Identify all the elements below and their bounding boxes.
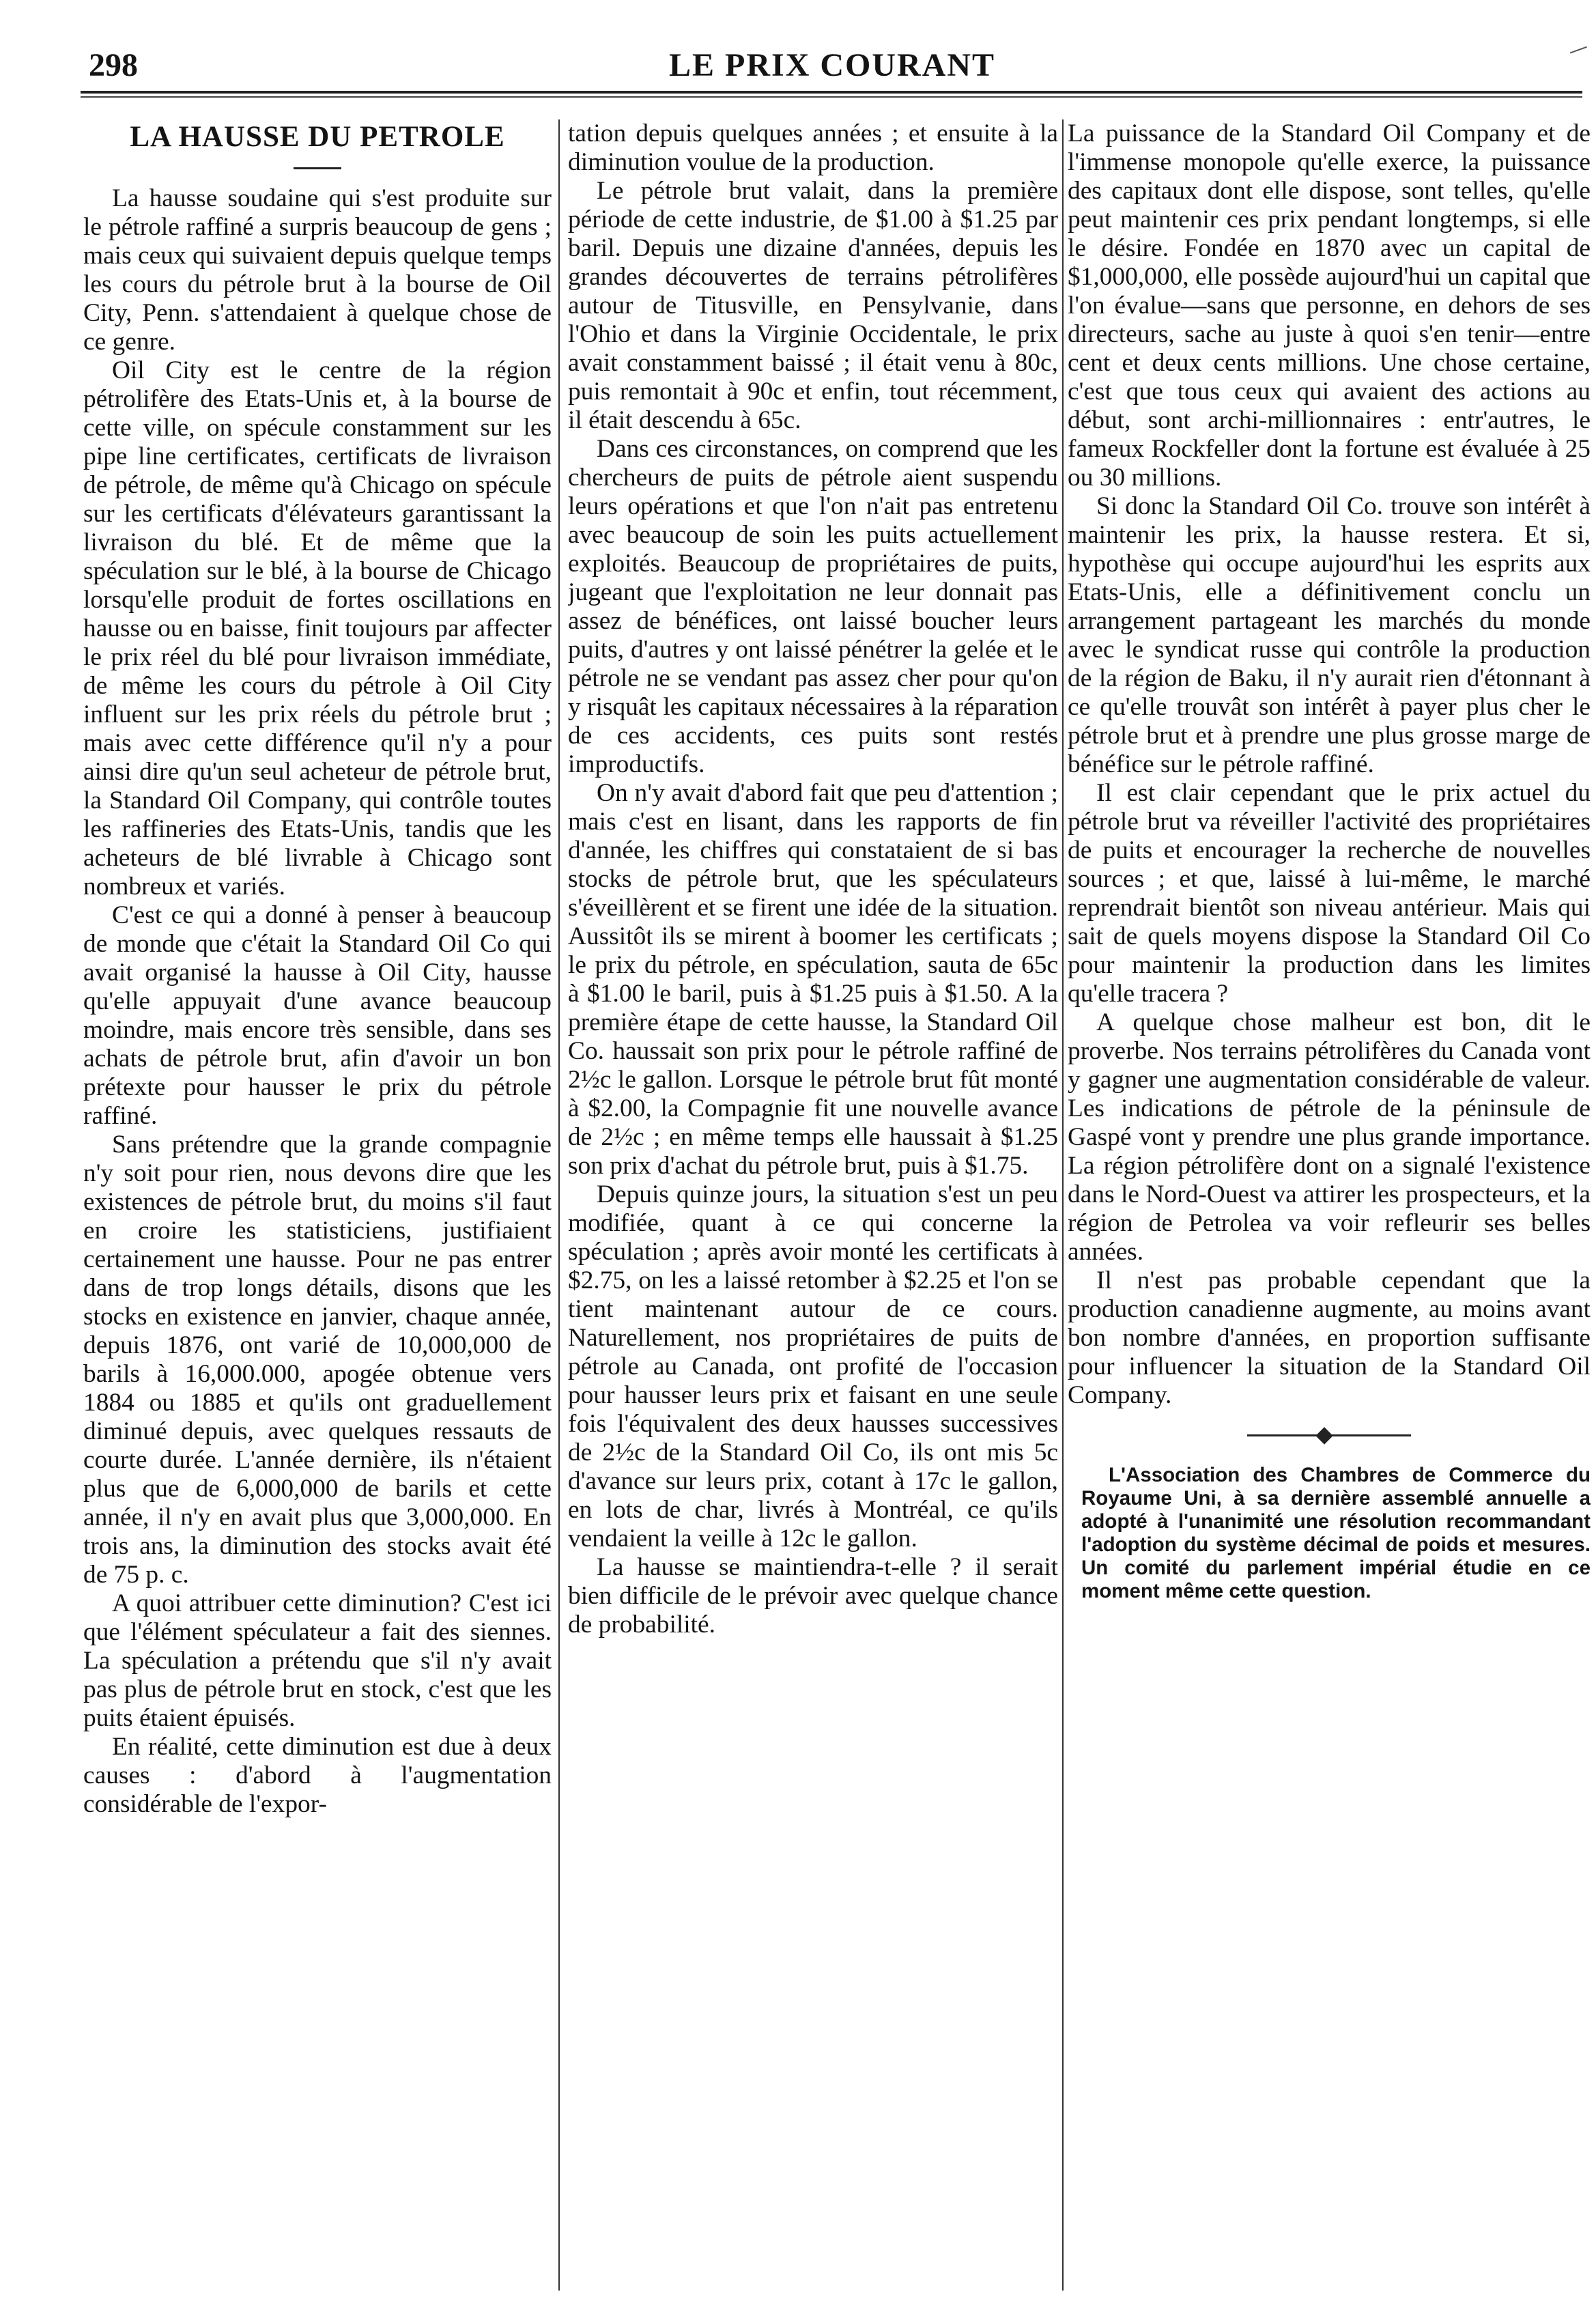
article-title: LA HAUSSE DU PETROLE bbox=[130, 121, 505, 153]
paragraph: On n'y avait d'abord fait que peu d'attention ; mais c'est en lisant, dans les rapports de fin d'année, les chiffres qui constataient de si bas stocks de pétrole brut, que les spéculateurs s'éveillèrent et se firent une idée de la situation. Aussitôt ils se mirent à boomer les certificats ; le prix du pétrole, en spéculation, sauta de 65c à $1.00 le baril, puis à $1.25 puis à $1.50. A la première étape de cette hausse, la Standard Oil Co. haussait son prix pour le pétrole raffiné de 2½c le gallon. Lorsque le pétrole brut fût monté à $2.00, la Compagnie fit une nouvelle avance de 2½c ; en même temps elle haussait à $1.25 son prix d'achat du pétrole brut, puis à $1.75. bbox=[568, 779, 1058, 1180]
column-divider bbox=[1062, 119, 1064, 2291]
article-column-1 bbox=[83, 119, 552, 2304]
article-column-2 bbox=[568, 119, 1058, 2304]
divider-ornament bbox=[1315, 1427, 1333, 1444]
paragraph: Sans prétendre que la grande compagnie n'y soit pour rien, nous devons dire que les existences de pétrole brut, du moins s'il faut en croire les statisticiens, justifiaient certainement une hausse. Pour ne pas entrer dans de trop longs détails, disons que les stocks en existence en janvier, chaque année, depuis 1876, ont varié de 10,000,000 de barils à 16,000.000, apogée obtenue vers 1884 ou 1885 et qu'ils ont graduellement diminué depuis, avec quelques ressauts de courte durée. L'année dernière, ils n'étaient plus que de 6,000,000 de barils et cette année, il n'y en avait plus que 3,000,000. En trois ans, la diminution des stocks avait été de 75 p. c. bbox=[83, 1131, 552, 1589]
paragraph: A quoi attribuer cette diminution? C'est ici que l'élément spéculateur a fait des siennes. La spéculation a prétendu que s'il n'y avait pas plus de pétrole brut en stock, c'est que les puits étaient épuisés. bbox=[83, 1589, 552, 1732]
title-rule bbox=[294, 167, 341, 169]
paragraph: Il est clair cependant que le prix actuel du pétrole brut va réveiller l'activité des propriétaires de puits et encourager la recherche de nouvelles sources ; et que, laissé à lui-même, le marché reprendrait bientôt son niveau antérieur. Mais qui sait de quels moyens dispose la Standard Oil Co pour maintenir la production dans les limites qu'elle tracera ? bbox=[1068, 779, 1591, 1008]
paragraph: A quelque chose malheur est bon, dit le proverbe. Nos terrains pétrolifères du Canada vont y gagner une augmentation considérable de valeur. Les indications de pétrole de la péninsule de Gaspé vont y prendre une plus grande importance. La région pétrolifère dont on a signalé l'existence dans le Nord-Ouest va attirer les prospecteurs, et la région de Petrolea va voir refleurir ses belles années. bbox=[1068, 1008, 1591, 1266]
journal-title: LE PRIX COURANT bbox=[669, 47, 996, 83]
paragraph: En réalité, cette diminution est due à deux causes : d'abord à l'augmentation considérable de l'expor- bbox=[83, 1733, 552, 1818]
paragraph: Dans ces circonstances, on comprend que les chercheurs de puits de pétrole aient suspendu leurs opérations et que l'on n'ait pas entretenu avec beaucoup de soin les puits actuellement exploités. Beaucoup de propriétaires de puits, jugeant que l'exploitation ne leur donnait pas assez de bénéfices, ont laissé boucher leurs puits, d'autres y ont laissé pénétrer la gelée et le pétrole ne se vendant pas assez cher pour qu'on y risquât les capitaux nécessaires à la réparation de ces accidents, ces puits sont restés improductifs. bbox=[568, 435, 1058, 778]
section-divider bbox=[1247, 1434, 1411, 1436]
page-number: 298 bbox=[89, 47, 138, 83]
paragraph: La puissance de la Standard Oil Company et de l'immense monopole qu'elle exerce, la puissance des capitaux dont elle dispose, sont telles, qu'elle peut maintenir ces prix pendant longtemps, si elle le désire. Fondée en 1870 avec un capital de $1,000,000, elle possède aujourd'hui un capital que l'on évalue—sans que personne, en dehors de ses directeurs, sache au juste à quoi s'en tenir—entre cent et deux cents millions. Une chose certaine, c'est que tous ceux qui avaient des actions au début, sont archi-millionnaires : entr'autres, le fameux Rockfeller dont la fortune est évaluée à 25 ou 30 millions. bbox=[1068, 119, 1591, 492]
paragraph: Oil City est le centre de la région pétrolifère des Etats-Unis et, à la bourse de cette ville, on spécule constamment sur les pipe line certificates, certificats de livraison de pétrole, de même qu'à Chicago on spécule sur les certificats d'élévateurs garantissant la livraison du blé. Et de même que la spéculation sur le blé, à la bourse de Chicago lorsqu'elle produit de fortes oscillations en hausse ou en baisse, finit toujours par affecter le prix réel du blé pour livraison immédiate, de même les cours du pétrole à Oil City influent sur les prix réels du pétrole brut ; mais avec cette différence qu'il n'y a pour ainsi dire qu'un seul acheteur de pétrole brut, la Standard Oil Company, qui contrôle toutes les raffineries des Etats-Unis, tandis que les acheteurs de blé livrable à Chicago sont nombreux et variés. bbox=[83, 356, 552, 901]
column-divider bbox=[558, 119, 560, 2291]
paragraph: La hausse soudaine qui s'est produite sur le pétrole raffiné a surpris beaucoup de gens ; mais ceux qui suivaient depuis quelque temps les cours du pétrole brut à la bourse de Oil City, Penn. s'attendaient à quelque chose de ce genre. bbox=[83, 184, 552, 356]
paragraph: Si donc la Standard Oil Co. trouve son intérêt à maintenir les prix, la hausse restera. Et si, hypothèse qui occupe aujourd'hui les esprits aux Etats-Unis, elle a définitivement conclu un arrangement partageant les marchés du monde avec le syndicat russe qui contrôle la production de la région de Baku, il n'y aurait rien d'étonnant à ce qu'elle trouvât son intérêt à payer plus cher le pétrole brut et à prendre une plus grosse marge de bénéfice sur le pétrole raffiné. bbox=[1068, 492, 1591, 778]
paragraph: tation depuis quelques années ; et ensuite à la diminution voulue de la production. bbox=[568, 119, 1058, 176]
paragraph: Le pétrole brut valait, dans la première période de cette industrie, de $1.00 à $1.25 par baril. Depuis une dizaine d'années, depuis les grandes découvertes de terrains pétrolifères autour de Titusville, en Pensylvanie, dans l'Ohio et dans la Virginie Occidentale, le prix avait constamment baissé ; il était venu à 80c, puis remontait à 90c et enfin, tout récemment, il était descendu à 65c. bbox=[568, 177, 1058, 434]
paragraph: C'est ce qui a donné à penser à beaucoup de monde que c'était la Standard Oil Co qui avait organisé la hausse à Oil City, hausse qu'elle appuyait d'une avance beaucoup moindre, mais encore très sensible, dans ses achats de pétrole brut, afin d'avoir un bon prétexte pour hausser le prix du pétrole raffiné. bbox=[83, 901, 552, 1130]
paragraph: Il n'est pas probable cependant que la production canadienne augmente, au moins avant bon nombre d'années, en proportion suffisante pour influencer la situation de la Standard Oil Company. bbox=[1068, 1266, 1591, 1409]
page-header bbox=[68, 41, 1596, 89]
article-column-3 bbox=[1068, 119, 1591, 2304]
notice-text: L'Association des Chambres de Commerce du Royaume Uni, à sa dernière assemblé annuelle a adopté à l'unanimité une résolution recommandant l'adoption du système décimal de poids et mesures. Un comité du parlement impérial étudie en ce moment même cette question. bbox=[1081, 1464, 1591, 1602]
paragraph: Depuis quinze jours, la situation s'est un peu modifiée, quant à ce qui concerne la spéculation ; après avoir monté les certificats à $2.75, on les a laissé retomber à $2.25 et l'on se tient maintenant autour de ce cours. Naturellement, nos propriétaires de puits de pétrole au Canada, ont profité de l'occasion pour hausser leurs prix et faisant en une seule fois l'équivalent des deux hausses successives de 2½c de la Standard Oil Co, ils ont mis 5c d'avance sur leurs prix, cotant à 17c le gallon, en lots de char, livrés à Montréal, ce qu'ils vendaient la veille à 12c le gallon. bbox=[568, 1180, 1058, 1553]
news-notice bbox=[1081, 1464, 1591, 1603]
header-rule bbox=[81, 91, 1582, 94]
header-rule-thin bbox=[81, 96, 1582, 98]
paragraph: La hausse se maintiendra-t-elle ? il serait bien difficile de le prévoir avec quelque chance de probabilité. bbox=[568, 1553, 1058, 1639]
